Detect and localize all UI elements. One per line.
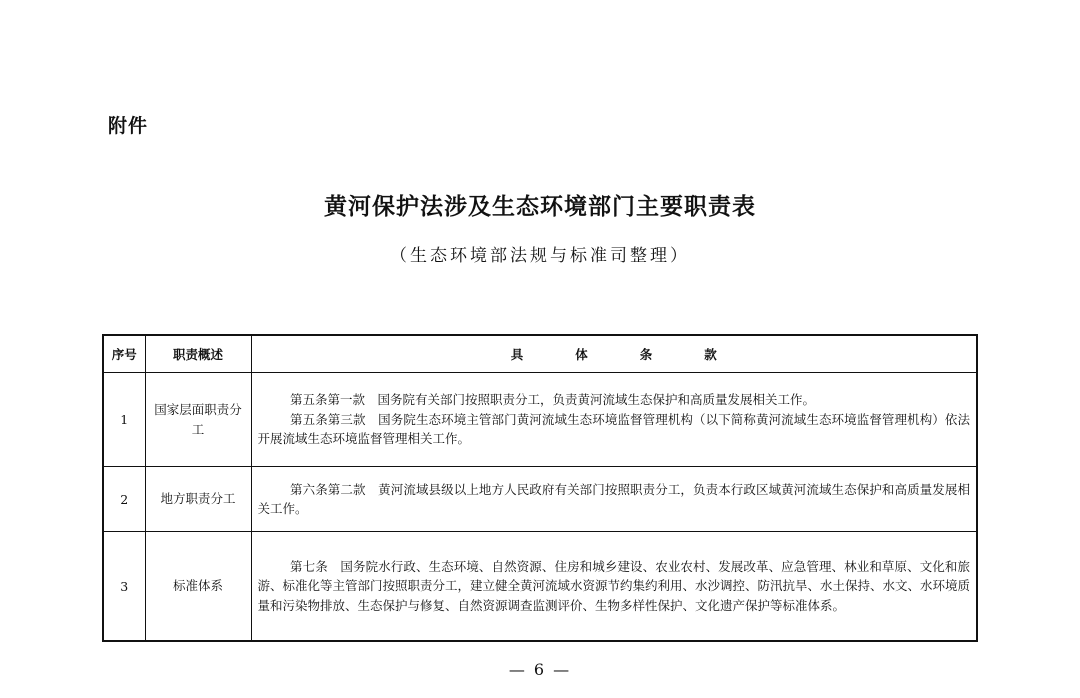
row-summary: 国家层面职责分工 bbox=[145, 373, 251, 467]
header-clauses-label: 具体条款 bbox=[510, 347, 769, 362]
clause-text: 第五条第一款 国务院有关部门按照职责分工，负责黄河流域生态保护和高质量发展相关工作。 bbox=[290, 392, 816, 408]
clause-text: 第七条 国务院水行政、生态环境、自然资源、住房和城乡建设、农业农村、发展改革、应急管理、林业和草原、文化和旅游、标准化等主管部门按照职责分工，建立健全黄河流域水资源节约集约利用、水沙调控、防汛抗旱、水土保持、水文、水环境质量和污染物排放、生态保护与修复、自然资源调查监测评价、生物多样性保护、文化遗产保护等标准体系。 bbox=[257, 558, 971, 613]
row-clauses bbox=[251, 373, 977, 467]
row-number: 3 bbox=[103, 532, 145, 642]
page-number: — 6 — bbox=[508, 660, 572, 679]
document-subtitle: （生态环境部法规与标准司整理） bbox=[390, 246, 690, 266]
row-clauses bbox=[251, 532, 977, 642]
row-summary: 标准体系 bbox=[145, 532, 251, 642]
header-no: 序号 bbox=[103, 335, 145, 373]
document-title: 黄河保护法涉及生态环境部门主要职责表 bbox=[324, 194, 756, 220]
attachment-label: 附件 bbox=[108, 115, 149, 137]
row-clauses bbox=[251, 467, 977, 532]
table-row bbox=[103, 532, 977, 642]
row-number: 1 bbox=[103, 373, 145, 467]
row-number: 2 bbox=[103, 467, 145, 532]
table-row bbox=[103, 467, 977, 532]
row-summary: 地方职责分工 bbox=[145, 467, 251, 532]
duties-table bbox=[102, 334, 978, 642]
clause-text: 第五条第三款 国务院生态环境主管部门黄河流域生态环境监督管理机构（以下简称黄河流域生态环境监督管理机构）依法开展流域生态环境监督管理相关工作。 bbox=[257, 411, 970, 447]
table-header-row bbox=[103, 335, 977, 373]
clause-text: 第六条第二款 黄河流域县级以上地方人民政府有关部门按照职责分工，负责本行政区域黄河流域生态保护和高质量发展相关工作。 bbox=[257, 481, 970, 516]
header-clauses bbox=[251, 335, 977, 373]
table-row bbox=[103, 373, 977, 467]
header-summary: 职责概述 bbox=[145, 335, 251, 373]
